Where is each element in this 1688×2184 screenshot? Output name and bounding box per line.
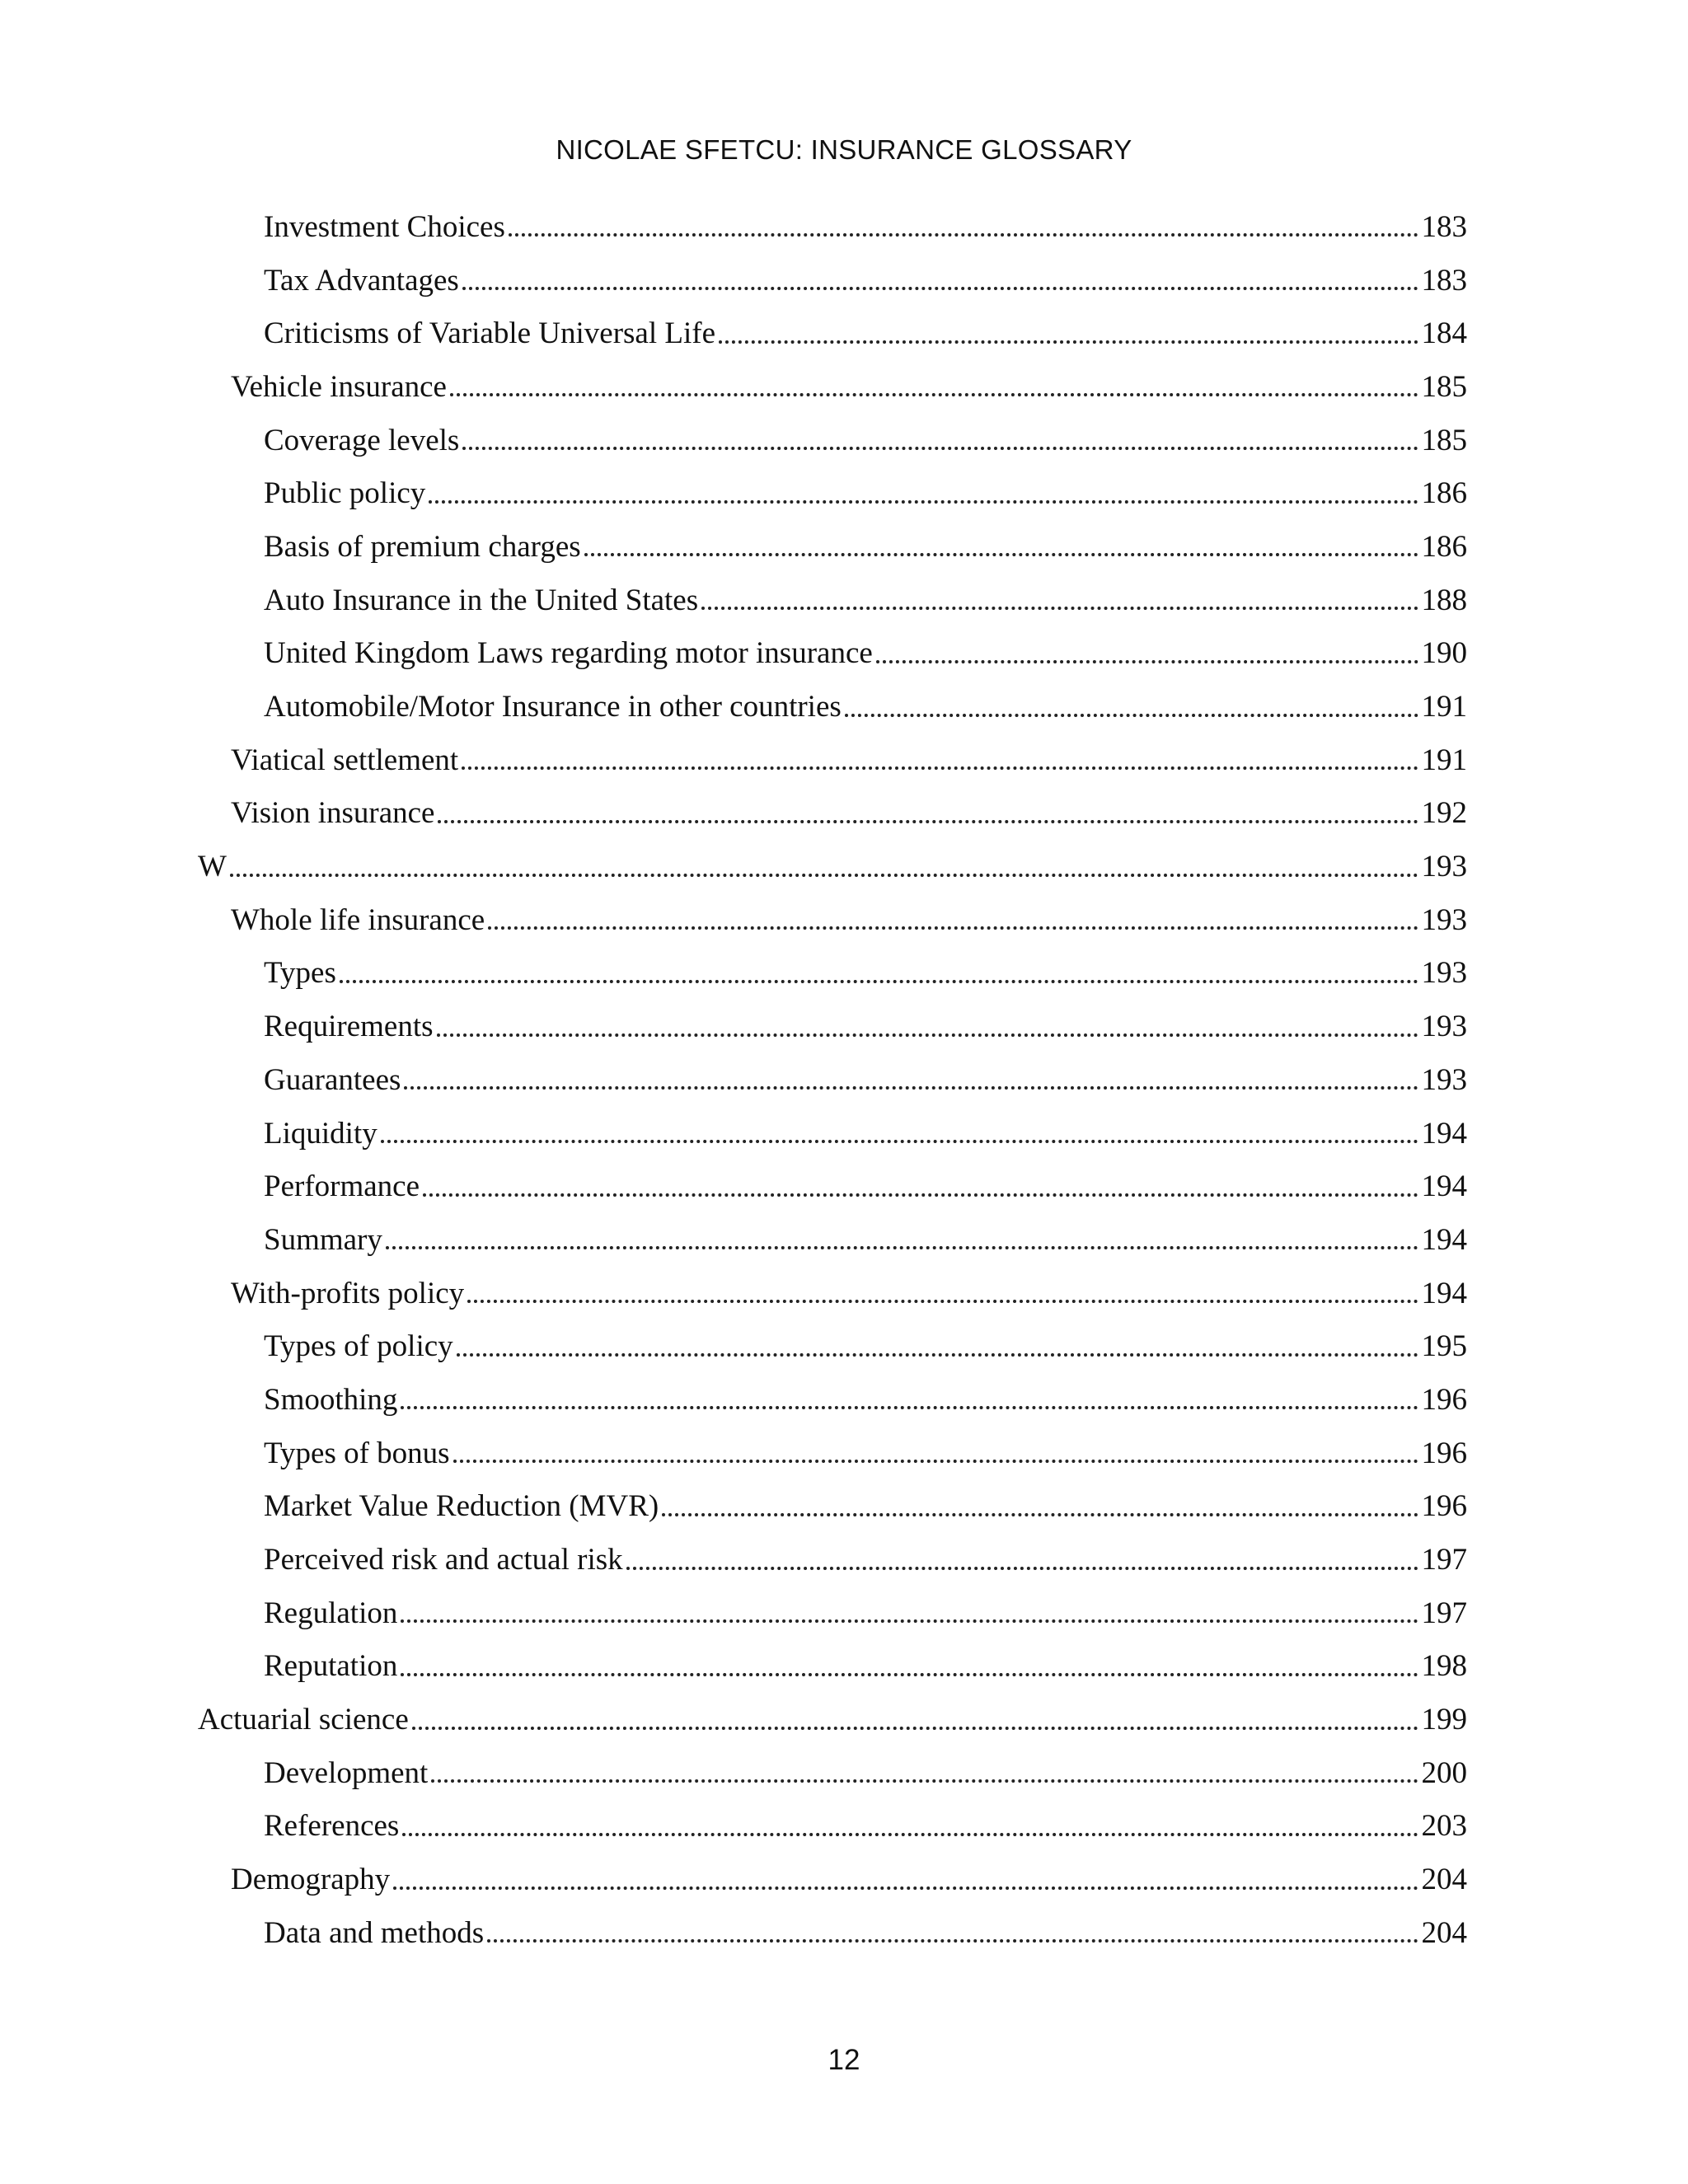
toc-entry[interactable] [198,1906,1467,1960]
toc-entry-title[interactable]: Regulation [264,1596,398,1630]
dot-leader [412,1727,1418,1730]
toc-entry[interactable] [198,1107,1467,1160]
toc-entry[interactable] [198,520,1467,574]
toc-entry[interactable] [198,1480,1467,1534]
toc-entry[interactable] [198,1000,1467,1053]
toc-entry-title[interactable]: Liquidity [264,1116,377,1151]
toc-entry-title[interactable]: Vehicle insurance [231,369,447,404]
table-of-contents [198,200,1467,1960]
toc-entry-title[interactable]: Smoothing [264,1382,398,1417]
toc-entry[interactable] [198,1586,1467,1640]
toc-entry[interactable] [198,1800,1467,1854]
toc-entry-title[interactable]: Types of bonus [264,1436,450,1470]
toc-entry-title[interactable]: W [198,850,227,884]
toc-entry-title[interactable]: Performance [264,1169,420,1204]
toc-entry[interactable] [198,1640,1467,1694]
dot-leader [230,874,1418,877]
toc-entry-page[interactable]: 188 [1421,583,1467,617]
toc-entry-page[interactable]: 196 [1421,1436,1467,1470]
dot-leader [509,233,1418,237]
toc-entry-title[interactable]: Data and methods [264,1915,485,1950]
toc-entry-title[interactable]: Summary [264,1222,382,1257]
toc-entry-title[interactable]: Investment Choices [264,209,505,244]
toc-entry-page[interactable]: 200 [1421,1755,1467,1790]
dot-leader [404,1086,1418,1090]
dot-leader [462,766,1418,770]
dot-leader [876,660,1418,663]
dot-leader [402,1833,1418,1836]
dot-leader [662,1513,1418,1516]
dot-leader [423,1193,1418,1197]
toc-entry-title[interactable]: United Kingdom Laws regarding motor insurance [264,636,873,671]
toc-entry-page[interactable]: 186 [1421,529,1467,564]
toc-entry-title[interactable]: Basis of premium charges [264,529,581,564]
dot-leader [401,1673,1418,1676]
toc-entry[interactable] [198,840,1467,893]
toc-entry-title[interactable]: Guarantees [264,1062,401,1097]
toc-entry[interactable] [198,627,1467,681]
toc-entry-page[interactable]: 204 [1421,1863,1467,1897]
toc-entry-page[interactable]: 196 [1421,1382,1467,1417]
toc-entry-page[interactable]: 183 [1421,263,1467,298]
toc-entry[interactable] [198,1746,1467,1800]
dot-leader [340,980,1418,983]
toc-entry[interactable] [198,1373,1467,1427]
toc-entry[interactable] [198,254,1467,307]
dot-leader [467,1300,1418,1303]
dot-leader [438,820,1418,823]
dot-leader [457,1353,1418,1357]
toc-entry-page[interactable]: 192 [1421,796,1467,831]
dot-leader [401,1406,1418,1409]
toc-entry[interactable] [198,360,1467,414]
toc-entry-page[interactable]: 204 [1421,1915,1467,1950]
toc-entry-title[interactable]: Reputation [264,1649,398,1684]
toc-entry-title[interactable]: Requirements [264,1010,434,1044]
dot-leader [381,1140,1418,1143]
toc-entry[interactable] [198,466,1467,520]
toc-entry-title[interactable]: Vision insurance [231,796,435,831]
dot-leader [431,1779,1418,1783]
toc-entry[interactable] [198,1693,1467,1746]
dot-leader [462,447,1418,450]
toc-entry[interactable] [198,1213,1467,1267]
toc-entry-title[interactable]: Coverage levels [264,423,460,457]
toc-entry-page[interactable]: 193 [1421,902,1467,937]
dot-leader [429,500,1418,504]
toc-entry-page[interactable]: 193 [1421,1010,1467,1044]
dot-leader [488,926,1418,930]
toc-entry-page[interactable]: 193 [1421,850,1467,884]
toc-entry-page[interactable]: 183 [1421,209,1467,244]
toc-entry-page[interactable]: 198 [1421,1649,1467,1684]
toc-entry[interactable] [198,574,1467,627]
toc-entry-page[interactable]: 191 [1421,690,1467,724]
dot-leader [453,1460,1418,1463]
toc-entry-title[interactable]: Criticisms of Variable Universal Life [264,316,716,351]
running-header: NICOLAE SFETCU: INSURANCE GLOSSARY [556,134,1132,165]
toc-entry-title[interactable]: Tax Advantages [264,263,459,298]
toc-entry-page[interactable]: 195 [1421,1329,1467,1364]
dot-leader [626,1567,1418,1570]
toc-entry-title[interactable]: With-profits policy [231,1276,465,1310]
page-number: 12 [828,2044,860,2076]
dot-leader [845,714,1418,717]
dot-leader [701,607,1418,610]
toc-entry-page[interactable]: 184 [1421,316,1467,351]
toc-entry-title[interactable]: Demography [231,1863,391,1897]
toc-entry-page[interactable]: 199 [1421,1703,1467,1737]
toc-entry-title[interactable]: Actuarial science [198,1703,409,1737]
toc-entry-title[interactable]: Public policy [264,476,426,511]
dot-leader [462,287,1418,290]
toc-entry-title[interactable]: Types [264,956,336,991]
toc-entry[interactable] [198,1053,1467,1107]
toc-entry-page[interactable]: 194 [1421,1276,1467,1310]
toc-entry-page[interactable]: 203 [1421,1809,1467,1844]
toc-entry[interactable] [198,787,1467,841]
toc-entry-page[interactable]: 196 [1421,1489,1467,1524]
toc-entry[interactable] [198,1853,1467,1906]
toc-entry-page[interactable]: 185 [1421,369,1467,404]
toc-entry[interactable] [198,1267,1467,1320]
toc-entry-page[interactable]: 194 [1421,1222,1467,1257]
toc-entry-title[interactable]: Whole life insurance [231,902,485,937]
dot-leader [584,553,1418,556]
toc-entry-page[interactable]: 194 [1421,1169,1467,1204]
toc-entry[interactable] [198,414,1467,467]
toc-entry[interactable] [198,1427,1467,1480]
toc-entry-title[interactable]: Perceived risk and actual risk [264,1543,623,1577]
dot-leader [393,1886,1418,1890]
toc-entry[interactable] [198,1319,1467,1373]
toc-entry[interactable] [198,893,1467,947]
toc-entry[interactable] [198,947,1467,1001]
toc-entry-page[interactable]: 190 [1421,636,1467,671]
toc-entry-page[interactable]: 197 [1421,1596,1467,1630]
toc-entry-page[interactable]: 197 [1421,1543,1467,1577]
dot-leader [386,1246,1418,1249]
toc-entry-page[interactable]: 185 [1421,423,1467,457]
toc-entry-page[interactable]: 194 [1421,1116,1467,1151]
toc-entry[interactable] [198,1160,1467,1213]
dot-leader [719,340,1418,344]
toc-entry-title[interactable]: Auto Insurance in the United States [264,583,699,617]
dot-leader [487,1939,1418,1943]
toc-entry[interactable] [198,307,1467,360]
dot-leader [437,1033,1418,1037]
toc-entry[interactable] [198,200,1467,254]
toc-entry[interactable] [198,733,1467,787]
toc-entry[interactable] [198,1533,1467,1586]
toc-entry-title[interactable]: Development [264,1755,429,1790]
toc-entry-title[interactable]: References [264,1809,400,1844]
toc-entry-title[interactable]: Market Value Reduction (MVR) [264,1489,659,1524]
toc-entry-title[interactable]: Automobile/Motor Insurance in other countries [264,690,842,724]
toc-entry-page[interactable]: 193 [1421,1062,1467,1097]
toc-entry-page[interactable]: 193 [1421,956,1467,991]
toc-entry[interactable] [198,680,1467,733]
dot-leader [401,1619,1418,1623]
dot-leader [450,393,1418,396]
toc-entry-page[interactable]: 191 [1421,743,1467,777]
toc-entry-page[interactable]: 186 [1421,476,1467,511]
toc-entry-title[interactable]: Viatical settlement [231,743,459,777]
toc-entry-title[interactable]: Types of policy [264,1329,453,1364]
